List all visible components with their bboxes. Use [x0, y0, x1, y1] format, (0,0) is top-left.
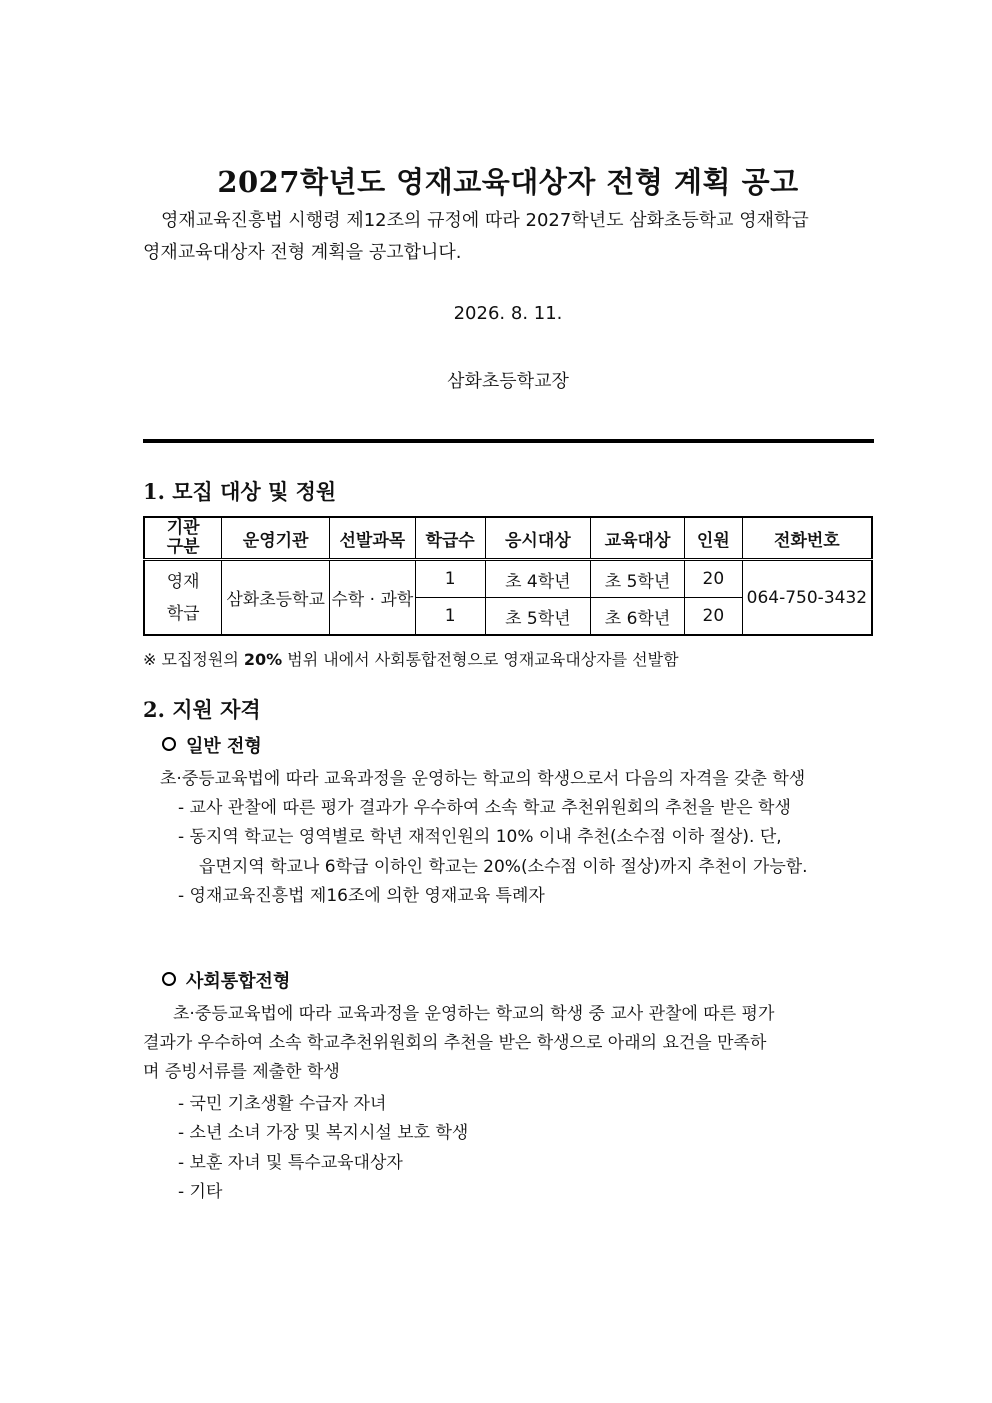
circle-bullet-icon	[162, 972, 176, 986]
cell-subject: 수학 · 과학	[329, 560, 415, 636]
general-track-title: 일반 전형	[186, 736, 262, 757]
header-applicants: 응시대상	[485, 517, 591, 560]
cell-category: 영재 학급	[144, 560, 222, 636]
cell-institution: 삼화초등학교	[222, 560, 330, 636]
intro-line-1: 영재교육진흥법 시행령 제12조의 규정에 따라 2027학년도 삼화초등학교 영재학급	[161, 210, 809, 231]
social-track-title: 사회통합전형	[186, 971, 291, 992]
cell-applicants: 초 5학년	[485, 598, 591, 636]
recruitment-table	[143, 516, 873, 636]
document-title: 2027학년도 영재교육대상자 전형 계획 공고	[217, 165, 799, 199]
social-para-line-3: 며 증빙서류를 제출한 학생	[143, 1062, 340, 1082]
note-prefix: ※ 모집정원의	[143, 650, 244, 669]
section2-heading: 2. 지원 자격	[143, 697, 261, 722]
cell-classes: 1	[415, 598, 485, 636]
cell-count: 20	[684, 598, 742, 636]
social-item: - 국민 기초생활 수급자 자녀	[178, 1094, 387, 1114]
general-item: - 영재교육진흥법 제16조에 의한 영재교육 특례자	[178, 886, 545, 906]
cell-target: 초 6학년	[591, 598, 685, 636]
cell-phone: 064-750-3432	[742, 560, 872, 636]
table-header-row	[144, 517, 872, 560]
circle-bullet-icon	[162, 737, 176, 751]
table-row	[144, 560, 872, 598]
announcement-date: 2026. 8. 11.	[453, 303, 563, 324]
social-item: - 보훈 자녀 및 특수교육대상자	[178, 1153, 403, 1173]
divider-rule	[143, 439, 874, 443]
header-category: 기관 구분	[144, 517, 222, 560]
intro-paragraph	[143, 205, 875, 269]
cell-count: 20	[684, 560, 742, 598]
intro-line-2: 영재교육대상자 전형 계획을 공고합니다.	[143, 242, 462, 263]
social-track-heading	[162, 967, 290, 993]
header-count: 인원	[684, 517, 742, 560]
general-item: - 교사 관찰에 따른 평가 결과가 우수하여 소속 학교 추천위원회의 추천을 받은 학생	[178, 798, 791, 818]
general-track-heading	[162, 732, 262, 758]
social-para-line-2: 결과가 우수하여 소속 학교추천위원회의 추천을 받은 학생으로 아래의 요건을 만족하	[143, 1033, 767, 1053]
social-item: - 소년 소녀 가장 및 복지시설 보호 학생	[178, 1123, 469, 1143]
quota-note	[143, 647, 679, 670]
cell-applicants: 초 4학년	[485, 560, 591, 598]
header-phone: 전화번호	[742, 517, 872, 560]
general-intro: 초·중등교육법에 따라 교육과정을 운영하는 학교의 학생으로서 다음의 자격을 갖춘 학생	[160, 769, 806, 789]
social-item: - 기타	[178, 1182, 223, 1202]
general-item: - 동지역 학교는 영역별로 학년 재적인원의 10% 이내 추천(소수점 이하 절상). 단,	[178, 827, 782, 847]
signer: 삼화초등학교장	[447, 371, 569, 392]
note-suffix: 범위 내에서 사회통합전형으로 영재교육대상자를 선발함	[282, 650, 679, 669]
general-item-continuation: 읍면지역 학교나 6학급 이하인 학교는 20%(소수점 이하 절상)까지 추천이 가능함.	[199, 857, 808, 877]
header-subject: 선발과목	[329, 517, 415, 560]
social-para-line-1: 초·중등교육법에 따라 교육과정을 운영하는 학교의 학생 중 교사 관찰에 따른 평가	[173, 1004, 775, 1024]
header-institution: 운영기관	[222, 517, 330, 560]
header-target: 교육대상	[591, 517, 685, 560]
note-percent: 20%	[243, 650, 283, 669]
header-classes: 학급수	[415, 517, 485, 560]
cell-target: 초 5학년	[591, 560, 685, 598]
section1-heading: 1. 모집 대상 및 정원	[143, 479, 337, 504]
social-paragraph	[143, 1000, 874, 1087]
cell-classes: 1	[415, 560, 485, 598]
